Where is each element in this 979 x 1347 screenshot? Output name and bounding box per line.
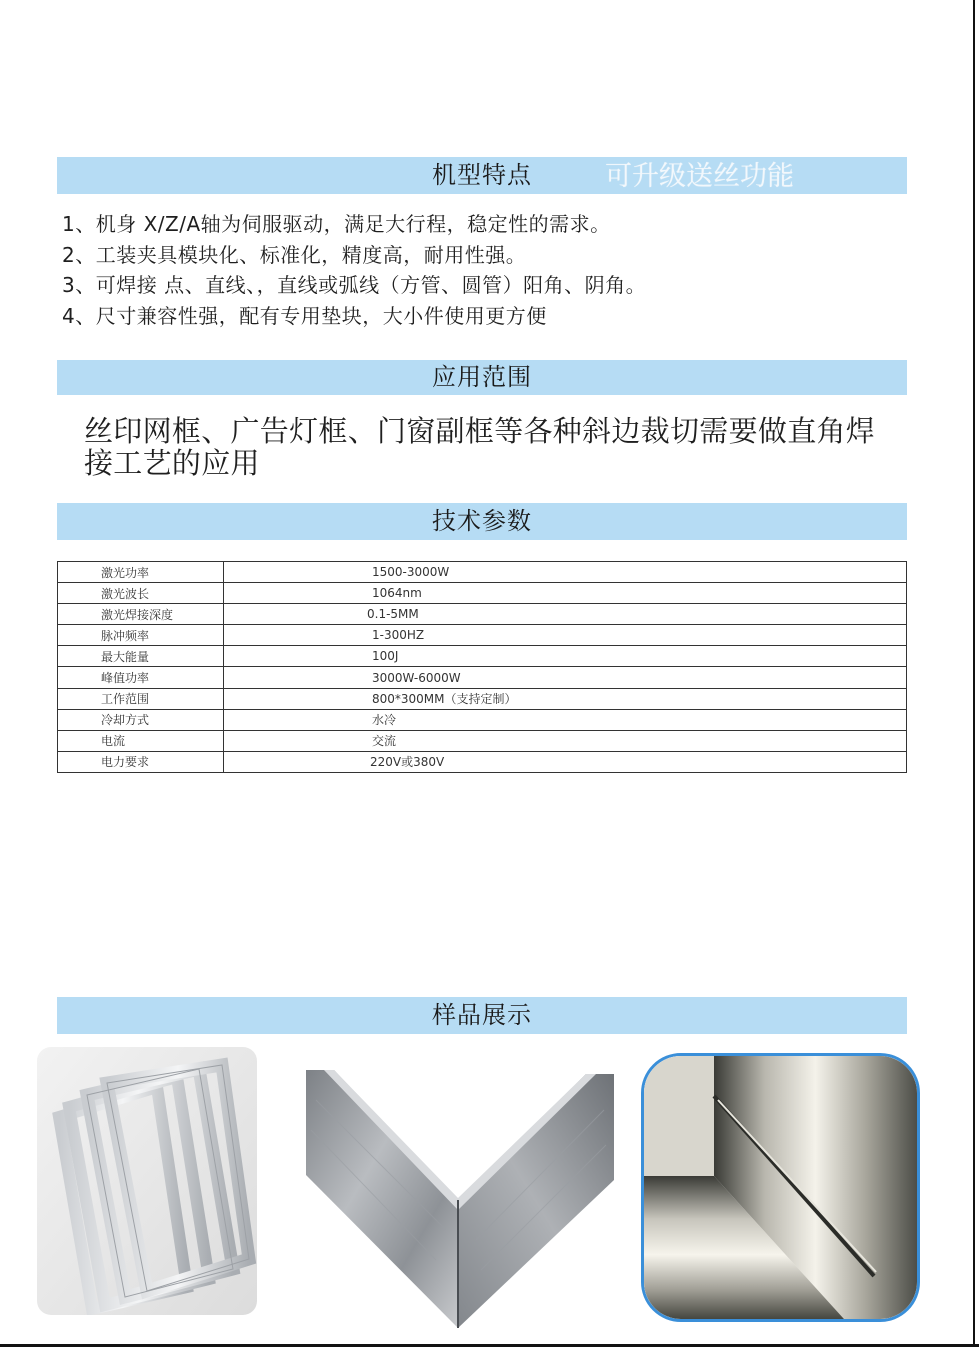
specs-title: 技术参数 xyxy=(432,507,532,535)
features-list xyxy=(62,209,892,331)
spec-value: 1500-3000W xyxy=(224,562,907,583)
specs-table xyxy=(57,561,907,773)
table-row xyxy=(58,667,907,688)
spec-value: 1064nm xyxy=(224,583,907,604)
spec-value: 交流 xyxy=(224,730,907,751)
spec-value: 3000W-6000W xyxy=(224,667,907,688)
features-title: 机型特点 xyxy=(432,161,532,189)
table-row xyxy=(58,730,907,751)
table-row xyxy=(58,625,907,646)
spec-label: 激光功率 xyxy=(58,562,224,583)
application-text: 丝印网框、广告灯框、门窗副框等各种斜边裁切需要做直角焊接工艺的应用 xyxy=(84,414,876,480)
spec-label: 激光焊接深度 xyxy=(58,604,224,625)
application-title: 应用范围 xyxy=(432,363,532,391)
table-row xyxy=(58,583,907,604)
spec-label: 脉冲频率 xyxy=(58,625,224,646)
features-subtitle: 可升级送丝功能 xyxy=(605,161,794,192)
application-header xyxy=(57,360,907,395)
table-row xyxy=(58,688,907,709)
spec-value: 220V或380V xyxy=(224,751,907,772)
spec-label: 电流 xyxy=(58,730,224,751)
page-border-right xyxy=(973,0,975,1347)
feature-item: 2、工装夹具模块化、标准化，精度高，耐用性强。 xyxy=(62,242,527,267)
samples-header xyxy=(57,997,907,1034)
spec-label: 激光波长 xyxy=(58,583,224,604)
feature-item: 3、可焊接 点、直线、，直线或弧线（方管、圆管）阳角、阴角。 xyxy=(62,273,647,297)
sample-image-corner xyxy=(306,1070,614,1332)
spec-label: 电力要求 xyxy=(58,751,224,772)
spec-value: 0.1-5MM xyxy=(224,604,907,625)
spec-label: 最大能量 xyxy=(58,646,224,667)
spec-label: 峰值功率 xyxy=(58,667,224,688)
sample-image-weld-closeup xyxy=(641,1053,920,1322)
spec-label: 工作范围 xyxy=(58,688,224,709)
spec-value: 100J xyxy=(224,646,907,667)
features-header xyxy=(57,157,907,194)
table-row xyxy=(58,562,907,583)
spec-value: 1-300HZ xyxy=(224,625,907,646)
table-row xyxy=(58,604,907,625)
table-row xyxy=(58,709,907,730)
feature-item: 1、机身 X/Z/A轴为伺服驱动，满足大行程，稳定性的需求。 xyxy=(62,212,611,236)
spec-value: 800*300MM（支持定制） xyxy=(224,688,907,709)
table-row xyxy=(58,646,907,667)
specs-header xyxy=(57,503,907,540)
feature-item: 4、尺寸兼容性强，配有专用垫块，大小件使用更方便 xyxy=(62,303,547,328)
samples-title: 样品展示 xyxy=(432,1001,532,1029)
table-row xyxy=(58,751,907,772)
spec-value: 水冷 xyxy=(224,709,907,730)
spec-label: 冷却方式 xyxy=(58,709,224,730)
sample-image-frames xyxy=(37,1047,257,1315)
